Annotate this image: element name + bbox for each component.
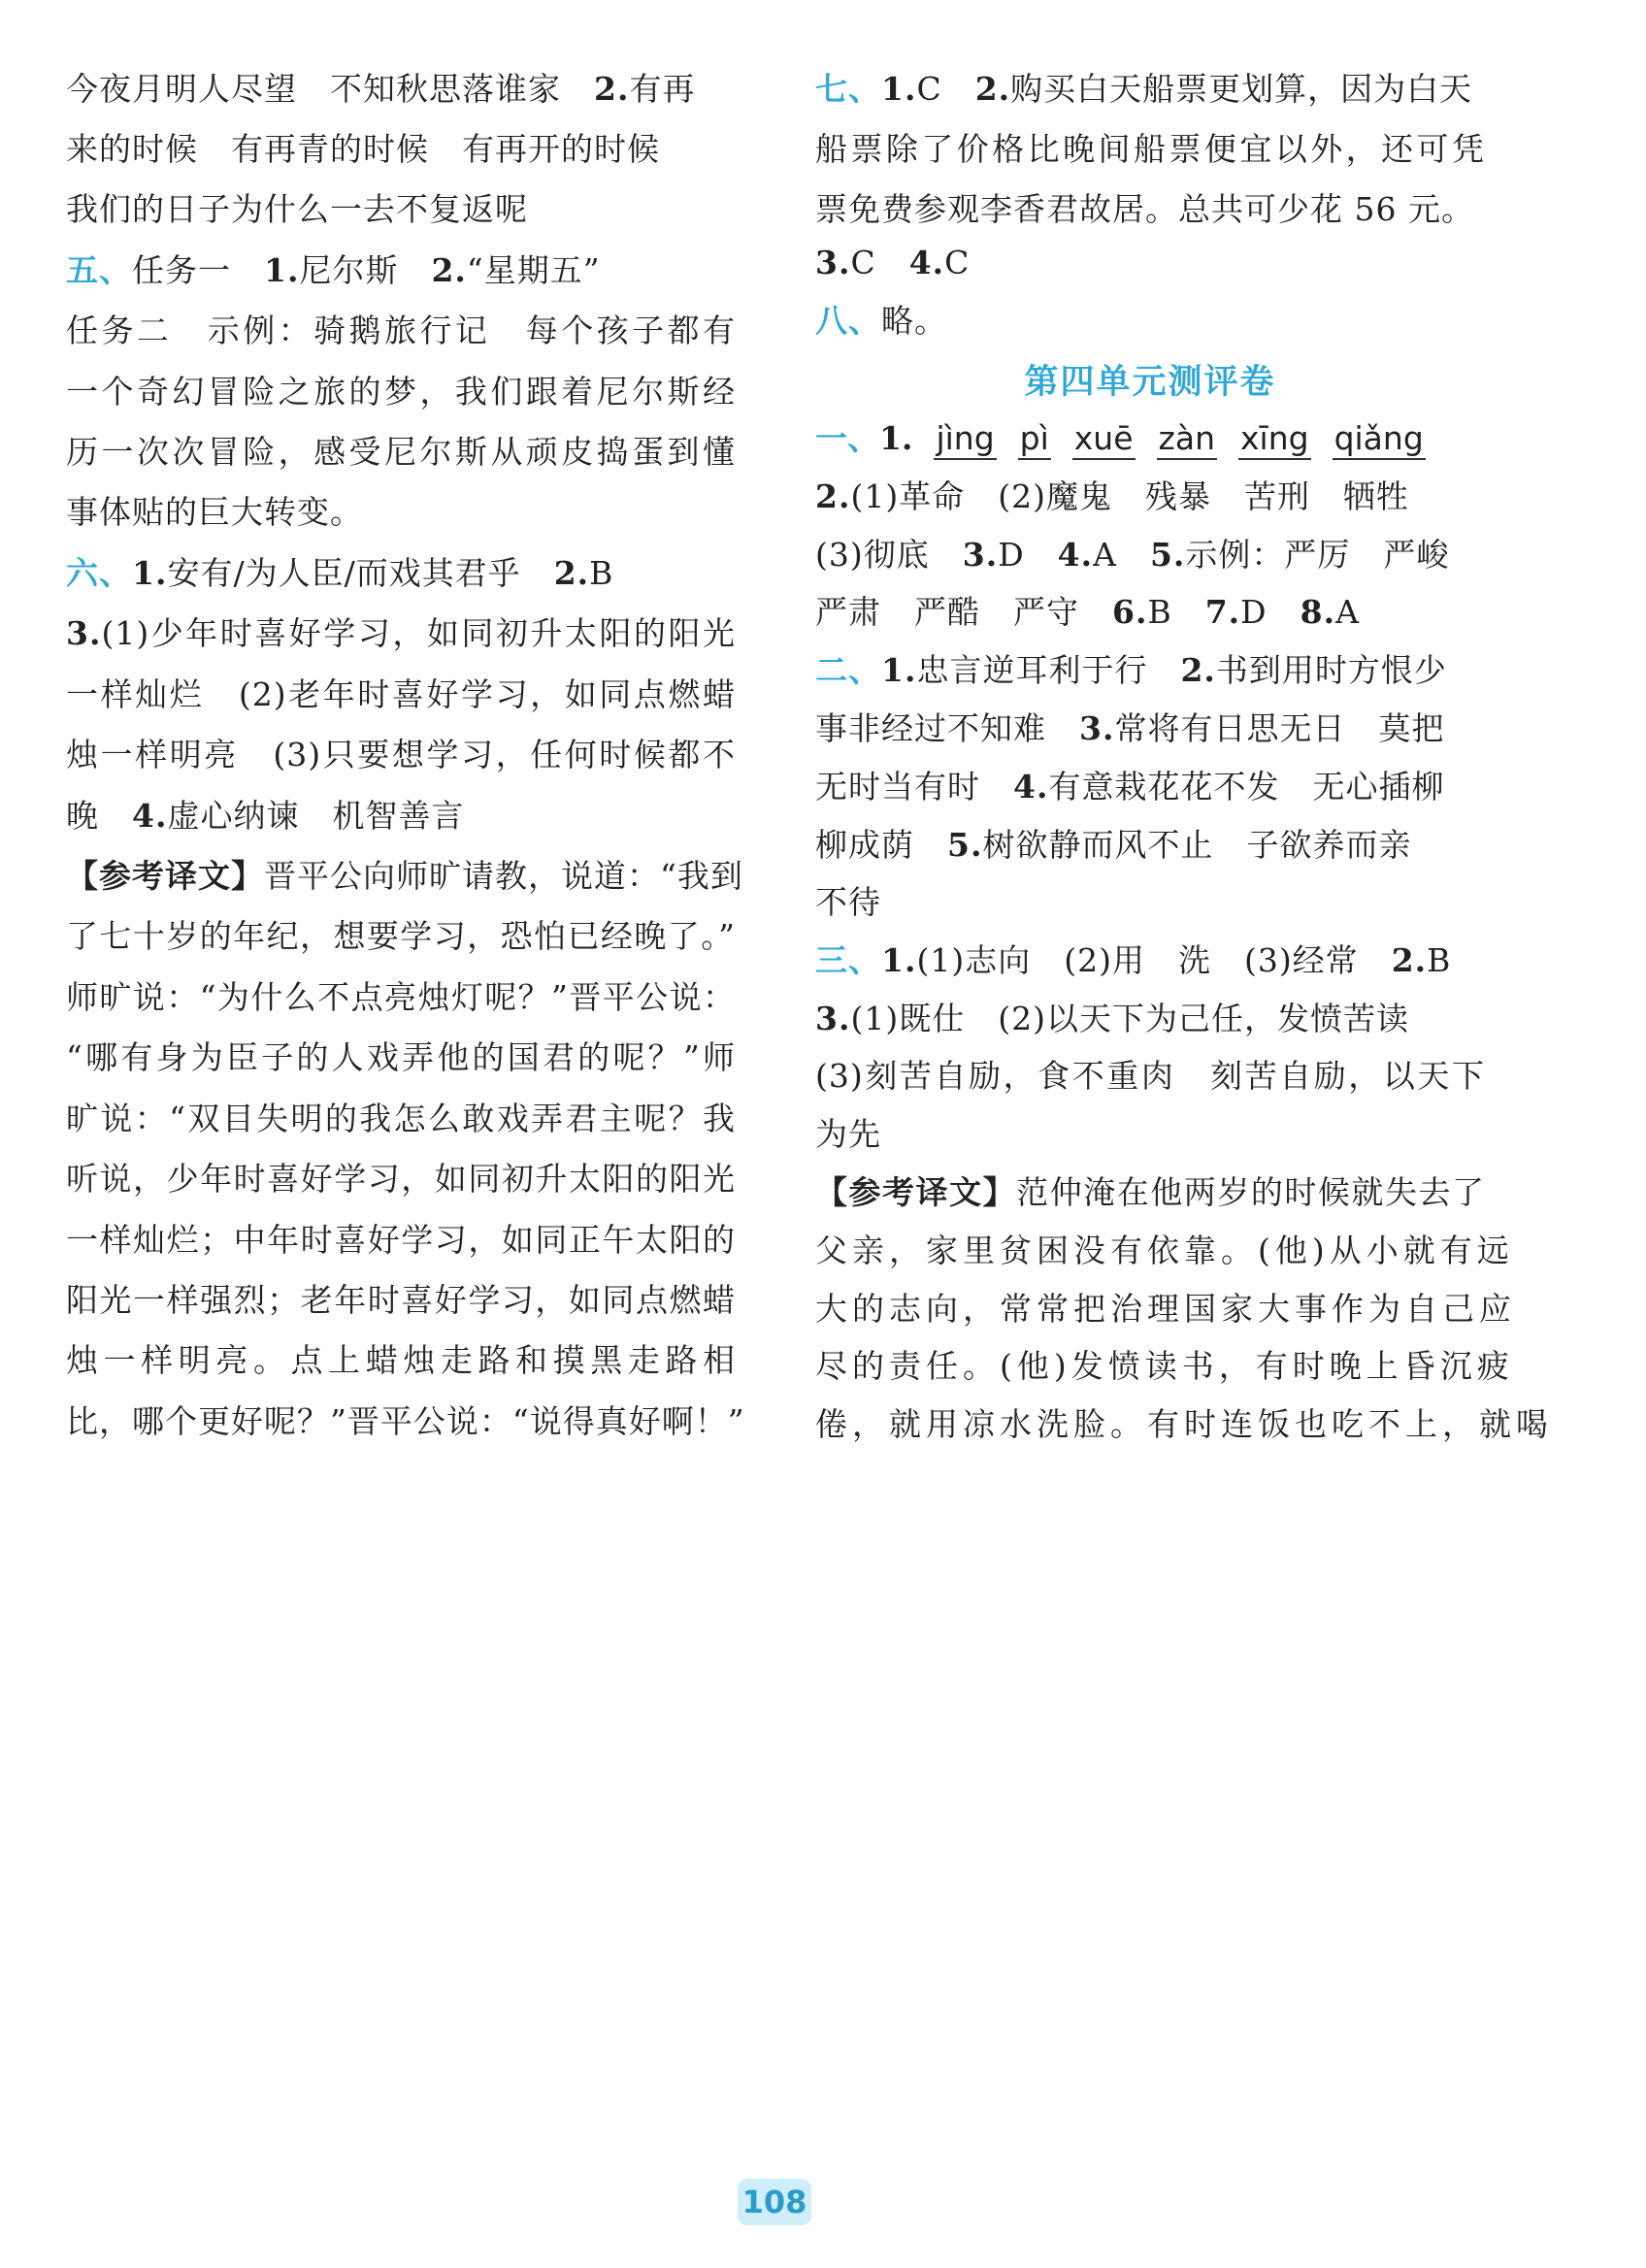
text-run: B xyxy=(1147,593,1205,631)
text-run: (1)既仕 (2)以天下为己任，发愤苦读 xyxy=(850,1000,1409,1037)
text-run: 晚 xyxy=(66,797,132,835)
text-line: “哪有身为臣子的人戏弄他的国君的呢？”师 xyxy=(66,1038,736,1076)
item-number: 1. xyxy=(879,419,913,457)
pinyin-answer: xuē xyxy=(1072,419,1136,460)
text-line xyxy=(815,762,1444,812)
item-number: 1. xyxy=(881,941,917,979)
text-run: “星期五” xyxy=(466,251,601,289)
section-marker: 八、 xyxy=(815,302,881,340)
item-number: 3. xyxy=(962,536,999,574)
text-line: 来的时候 有再青的时候 有再开的时候 xyxy=(66,130,660,168)
text-line: 我们的日子为什么一去不复返呢 xyxy=(66,190,528,228)
text-line: 了七十岁的年纪，想要学习，恐怕已经晚了。” xyxy=(66,917,736,955)
text-run: (1)革命 (2)魔鬼 残暴 苦刑 牺牲 xyxy=(850,477,1409,515)
pinyin-answer: qiǎng xyxy=(1333,419,1426,460)
text-run: (3)彻底 xyxy=(815,536,963,574)
section-marker: 三、 xyxy=(815,941,881,979)
text-line xyxy=(815,587,1360,638)
item-number: 3. xyxy=(815,244,851,281)
item-number: 2. xyxy=(1180,651,1216,689)
text-run: 示例：严厉 严峻 xyxy=(1185,536,1450,574)
text-run: C xyxy=(916,70,975,108)
text-line: 船票除了价格比晚间船票便宜以外，还可凭 xyxy=(815,130,1485,168)
text-run: 虚心纳谏 机智善言 xyxy=(167,797,465,835)
item-number: 4. xyxy=(908,244,945,281)
item-number: 5. xyxy=(947,826,983,864)
text-line: 事体贴的巨大转变。 xyxy=(66,493,363,531)
text-line xyxy=(815,472,1409,522)
item-number: 7. xyxy=(1204,593,1241,631)
text-run: C xyxy=(944,244,971,281)
section-marker: 五、 xyxy=(66,251,132,289)
item-number: 5. xyxy=(1149,536,1186,574)
item-number: 1. xyxy=(132,554,168,592)
text-line xyxy=(66,791,464,841)
text-line xyxy=(815,820,1411,871)
text-run: 购买白天船票更划算，因为白天 xyxy=(1010,70,1473,108)
text-run: 有再 xyxy=(629,70,696,108)
text-line: 倦，就用凉水洗脸。有时连饭也吃不上，就喝 xyxy=(815,1405,1553,1443)
pinyin-answer: zàn xyxy=(1157,419,1217,460)
text-line: 为先 xyxy=(815,1115,881,1153)
text-line: 一个奇幻冒险之旅的梦，我们跟着尼尔斯经 xyxy=(66,373,736,411)
text-run: 任务一 xyxy=(132,251,264,289)
text-line: 大的志向，常常把治理国家大事作为自己应 xyxy=(815,1290,1516,1328)
text-line xyxy=(66,608,736,659)
item-number: 3. xyxy=(66,614,102,652)
item-number: 1. xyxy=(881,651,917,689)
text-line: 烛一样明亮 (3)只要想学习，任何时候都不 xyxy=(66,736,736,773)
text-run: 略。 xyxy=(881,302,947,340)
text-run: B xyxy=(1427,941,1452,979)
text-line: 不待 xyxy=(815,883,881,921)
item-number: 2. xyxy=(553,554,590,592)
item-number: 2. xyxy=(431,251,467,289)
text-run: 尼尔斯 xyxy=(299,251,432,289)
text-line: 一样灿烂；中年时喜好学习，如同正午太阳的 xyxy=(66,1221,736,1259)
text-line xyxy=(815,936,1451,986)
pinyin-answer: xīng xyxy=(1238,419,1311,460)
text-line xyxy=(815,645,1447,696)
item-number: 3. xyxy=(1079,709,1115,747)
text-run: (1)志向 (2)用 洗 (3)经常 xyxy=(916,941,1392,979)
text-line xyxy=(815,296,947,346)
item-number: 2. xyxy=(974,70,1011,108)
text-run: A xyxy=(1335,593,1360,631)
text-run: A xyxy=(1093,536,1150,574)
text-line xyxy=(66,64,695,115)
item-number: 8. xyxy=(1300,593,1336,631)
item-number: 2. xyxy=(1391,941,1428,979)
text-line xyxy=(815,994,1409,1044)
text-line xyxy=(815,64,1472,115)
item-number: 4. xyxy=(132,797,168,835)
item-number: 6. xyxy=(1112,593,1148,631)
text-line: 烛一样明亮。点上蜡烛走路和摸黑走路相 xyxy=(66,1341,736,1379)
text-line: 票免费参观李香君故居。总共可少花 56 元。 xyxy=(815,190,1474,228)
text-line xyxy=(815,1167,1485,1218)
text-line xyxy=(66,548,613,599)
text-line: 师旷说：“为什么不点亮烛灯呢？”晋平公说： xyxy=(66,978,736,1016)
text-run: 常将有日思无日 莫把 xyxy=(1114,709,1445,747)
text-line xyxy=(815,704,1444,754)
text-run: D xyxy=(1240,593,1300,631)
pinyin-answer: jìng xyxy=(934,419,996,460)
item-number: 3. xyxy=(815,1000,851,1037)
text-run: 书到用时方恨少 xyxy=(1215,651,1447,689)
text-line: 尽的责任。(他)发愤读书，有时晚上昏沉疲 xyxy=(815,1347,1514,1385)
text-line xyxy=(815,530,1449,580)
section-marker: 七、 xyxy=(815,70,881,108)
translation-tag: 【参考译文】 xyxy=(66,857,264,895)
text-line: 比，哪个更好呢？”晋平公说：“说得真好啊！” xyxy=(66,1402,745,1440)
text-run: 晋平公向师旷请教，说道：“我到 xyxy=(264,857,743,895)
text-line: (3)刻苦自励，食不重肉 刻苦自励，以天下 xyxy=(815,1057,1485,1095)
item-number: 1. xyxy=(264,251,300,289)
text-run: 无时当有时 xyxy=(815,768,1013,805)
item-number: 2. xyxy=(815,477,851,515)
text-line: 听说，少年时喜好学习，如同初升太阳的阳光 xyxy=(66,1160,736,1198)
text-run: D xyxy=(998,536,1058,574)
text-run: 今夜月明人尽望 不知秋思落谁家 xyxy=(66,70,594,108)
text-run: 事非经过不知难 xyxy=(815,709,1079,747)
text-line xyxy=(66,246,601,296)
text-line xyxy=(66,851,743,902)
text-run: 严肃 严酷 严守 xyxy=(815,593,1112,631)
text-line: 旷说：“双目失明的我怎么敢戏弄君主呢？我 xyxy=(66,1100,736,1137)
text-line: 历一次次冒险，感受尼尔斯从顽皮捣蛋到懂 xyxy=(66,433,736,471)
pinyin-answer: pì xyxy=(1018,419,1051,460)
item-number: 2. xyxy=(594,70,630,108)
item-number: 4. xyxy=(1057,536,1094,574)
text-run: (1)少年时喜好学习，如同初升太阳的阳光 xyxy=(101,614,736,652)
item-number: 1. xyxy=(881,70,917,108)
section-marker: 二、 xyxy=(815,651,881,689)
text-line: 任务二 示例：骑鹅旅行记 每个孩子都有 xyxy=(66,312,736,349)
unit-title: 第四单元测评卷 xyxy=(1024,362,1276,402)
section-marker: 六、 xyxy=(66,554,132,592)
item-number: 4. xyxy=(1013,768,1049,805)
text-run: 树欲静而风不止 子欲养而亲 xyxy=(982,826,1412,864)
text-line: 父亲，家里贫困没有依靠。(他)从小就有远 xyxy=(815,1232,1514,1269)
text-run: B xyxy=(589,554,614,592)
text-run: 范仲淹在他两岁的时候就失去了 xyxy=(1016,1173,1486,1211)
text-line: 一样灿烂 (2)老年时喜好学习，如同点燃蜡 xyxy=(66,675,736,713)
text-run: 柳成荫 xyxy=(815,826,947,864)
text-line: 阳光一样强烈；老年时喜好学习，如同点燃蜡 xyxy=(66,1281,736,1319)
text-line xyxy=(815,238,970,288)
text-run: 安有/为人臣/而戏其君乎 xyxy=(167,554,554,592)
text-run: C xyxy=(850,244,909,281)
translation-tag: 【参考译文】 xyxy=(815,1173,1017,1211)
text-run: 有意栽花花不发 无心插柳 xyxy=(1048,768,1445,805)
text-run: 忠言逆耳利于行 xyxy=(916,651,1181,689)
pinyin-row xyxy=(815,413,1426,464)
page-number: 108 xyxy=(738,2179,811,2225)
section-marker: 一、 xyxy=(815,419,879,457)
